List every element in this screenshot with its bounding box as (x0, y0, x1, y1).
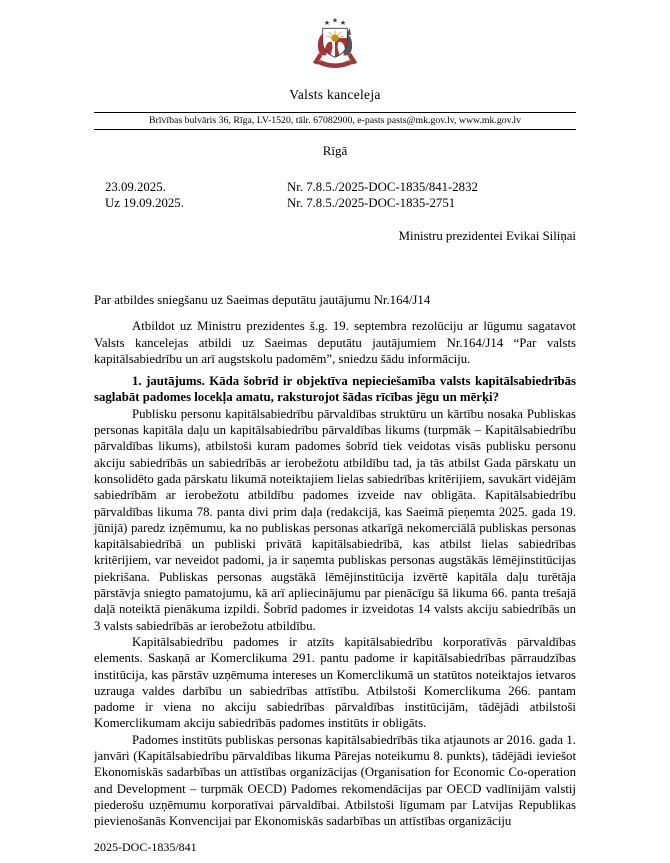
org-name: Valsts kanceleja (289, 87, 381, 102)
subject-line: Par atbildes sniegšanu uz Saeimas deputātu jautājumu Nr.164/J14 (94, 293, 431, 307)
letter-body (94, 292, 576, 830)
reply-to-date: Uz 19.09.2025. (105, 196, 184, 210)
addressee: Ministru prezidentei Evikai Siliņai (398, 229, 576, 243)
place-name: Rīgā (322, 143, 348, 158)
latvia-coat-of-arms-icon (94, 16, 576, 80)
document-meta (94, 179, 576, 244)
question-heading: 1. jautājums. Kāda šobrīd ir objektīva nepieciešamība valsts kapitālsabiedrībās saglabāt padomes locekļa amatu, raksturojot šādas rīcības jēgu un mērķi? (94, 374, 576, 405)
paragraph: Padomes institūts publiskas personas kapitālsabiedrībās tika atjaunots ar 2016. gada 1. janvāri (Kapitālsabiedrību pārvaldības likuma Pārejas noteikumu 8. punkts), tādējādi ieviešot Ekonomiskās sadarbības un attīstības organizācijas (Organisation for Economic Co-operation and Development – turpmāk OECD) Padomes rekomendācijas par OECD vadlīnijām valstij piederošu uzņēmumu korporatīvai pārvaldībai. Atbilstoši līgumam par Latvijas Republikas pievienošanās Konvencijai par Ekonomiskās sadarbības un attīstības organizāciju (94, 732, 576, 829)
reply-to-number: Nr. 7.8.5./2025-DOC-1835-2751 (287, 196, 456, 210)
letterhead (94, 16, 576, 159)
org-address: Brīvības bulvāris 36, Rīga, LV-1520, tālr. 67082900, e-pasts pasts@mk.gov.lv, www.mk.gov.lv (148, 115, 522, 126)
document-date: 23.09.2025. (105, 180, 166, 194)
paragraph-intro: Atbildot uz Ministru prezidentes š.g. 19. septembra rezolūciju ar lūgumu sagatavot Valsts kancelejas atbildi uz Saeimas deputātu jautājumiem Nr.164/J14 “Par valsts kapitālsabiedrību un arī augstskolu padomēm”, sniedzu šādu informāciju. (94, 319, 576, 366)
letterhead-divider-bottom (94, 129, 576, 130)
footer-doc-id: 2025-DOC-1835/841 (94, 840, 197, 854)
document-number: Nr. 7.8.5./2025-DOC-1835/841-2832 (287, 180, 478, 194)
meta-row-reply (94, 195, 576, 211)
meta-row-date (94, 179, 576, 195)
paragraph: Publisku personu kapitālsabiedrību pārvaldības struktūru un kārtību nosaka Publiskas personas kapitāla daļu un kapitālsabiedrību pārvaldības likums (turpmāk – Kapitālsabiedrību pārvaldības likums), atbilstoši kuram padomes šobrīd tiek veidotas visās publisku personu akciju sabiedrībās un sabiedrībās ar ierobežotu atbildību tad, ja tās atbilst Gada pārskatu un konsolidēto gada pārskatu likumā noteiktajiem lielas sabiedrības kritērijiem, savukārt vidējām sabiedrībām ar ierobežotu atbildību padomes izveide nav obligāta. Kapitālsabiedrību pārvaldības likuma 78. panta divi prim daļa (redakcijā, kas Saeimā pieņemta 2025. gada 19. jūnijā) paredz izņēmumu, ka no publiskas personas atkarīgā nekomerciālā publiskas personas kapitālsabiedrībā un publiski privātā kapitālsabiedrībā, kas atbilst lielas sabiedrības kritērijiem, var neveidot padomi, ja ir saņemta publiskas personas augstākās lēmējinstitūcijas piekrišana. Publiskas personas augstākā lēmējinstitūcija izvērtē kapitāla daļu turētāja pārstāvja sniegto pamatojumu, kā arī apliecinājumu par pienācīgu šā likuma 66. panta trešajā daļā noteiktā pienākuma izpildi. Šobrīd padomes ir izveidotas 14 valsts akciju sabiedrībās un 3 valsts sabiedrībās ar ierobežotu atbildību. (94, 406, 576, 633)
paragraph: Kapitālsabiedrību padomes ir atzīts kapitālsabiedrību korporatīvās pārvaldības elements. Saskaņā ar Komerclikuma 291. pantu padome ir kapitālsabiedrības pārraudzības institūcija, kas pārstāv uzņēmuma intereses un Komerclikumā un statūtos noteiktajos ietvaros uzrauga valdes darbību un sabiedrības attīstību. Atbilstoši Komerclikuma 266. pantam padome ir viena no akciju sabiedrības pārvaldības institūcijām, tādējādi atbilstoši Komerclikumam akciju sabiedrībās padomes institūts ir obligāts. (94, 634, 576, 731)
